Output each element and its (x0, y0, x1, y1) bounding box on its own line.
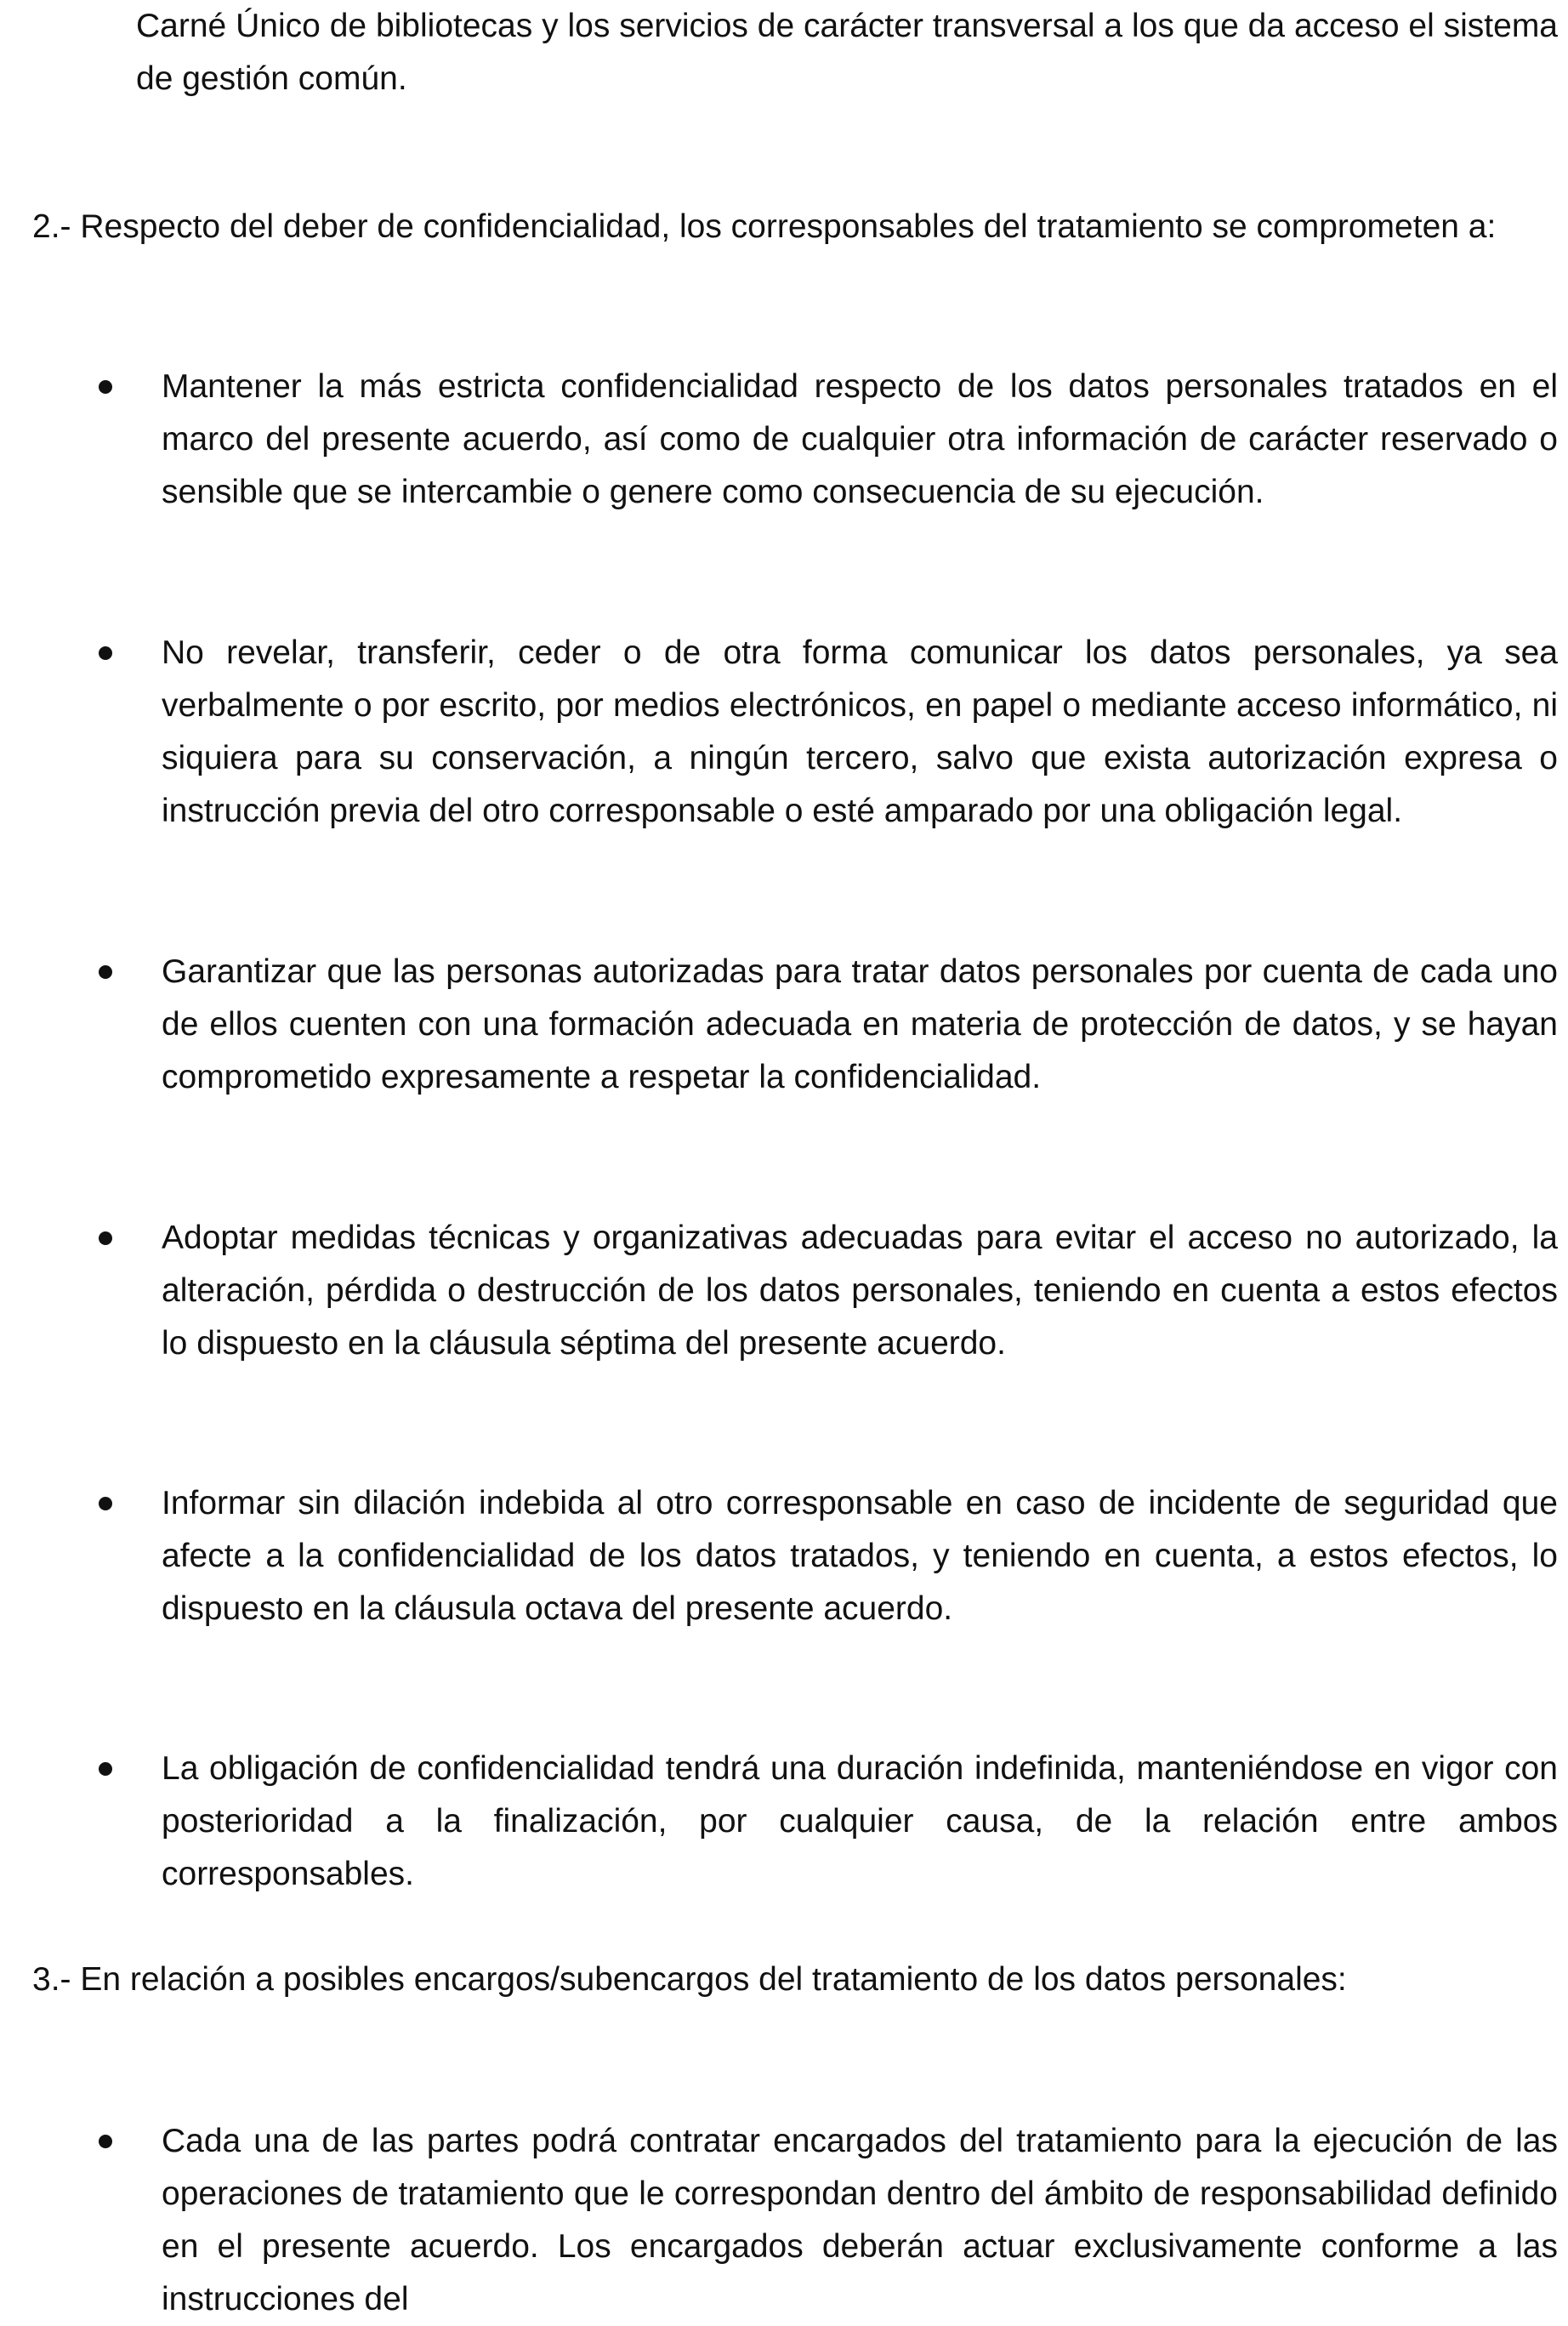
list-item (162, 361, 1558, 519)
list-item (162, 2115, 1558, 2326)
list-item (162, 1212, 1558, 1370)
list-item-text: Cada una de las partes podrá contratar encargados del tratamiento para la ejecución de las operaciones de tratamiento que le correspondan dentro del ámbito de responsabilidad definido en el presente acuerdo. Los encargados deberán actuar exclusivamente conforme a las instrucciones del (162, 2123, 1558, 2317)
section-3-heading: 3.- En relación a posibles encargos/subencargos del tratamiento de los datos personales: (32, 1961, 1347, 1998)
bullet-icon (99, 1497, 112, 1510)
bullet-icon (99, 1762, 112, 1776)
bullet-icon (99, 1231, 112, 1245)
list-item-text: La obligación de confidencialidad tendrá una duración indefinida, manteniéndose en vigor con posterioridad a la finalización, por cualquier causa, de la relación entre ambos corresponsables. (162, 1750, 1558, 1892)
list-item-text: Adoptar medidas técnicas y organizativas adecuadas para evitar el acceso no autorizado, la alteración, pérdida o destrucción de los datos personales, teniendo en cuenta a estos efectos lo dispuesto en la cláusula séptima del presente acuerdo. (162, 1220, 1558, 1362)
list-item (162, 946, 1558, 1104)
bullet-icon (99, 965, 112, 979)
list-item (162, 1477, 1558, 1635)
bullet-icon (99, 646, 112, 660)
list-item-text: Garantizar que las personas autorizadas para tratar datos personales por cuenta de cada uno de ellos cuenten con una formación adecuada en materia de protección de datos, y se hayan comprometido expresamente a respetar la confidencialidad. (162, 953, 1558, 1095)
section-2-heading: 2.- Respecto del deber de confidencialidad, los corresponsables del tratamiento se comprometen a: (32, 208, 1497, 245)
intro-paragraph: Carné Único de bibliotecas y los servicios de carácter transversal a los que da acceso el sistema de gestión común. (136, 8, 1558, 97)
bullet-icon (99, 2135, 112, 2148)
list-item (162, 627, 1558, 838)
list-item-text: No revelar, transferir, ceder o de otra forma comunicar los datos personales, ya sea verbalmente o por escrito, por medios electrónicos, en papel o mediante acceso informático, ni siquiera para su conservación, a ningún tercero, salvo que exista autorización expresa o instrucción previa del otro corresponsable o esté amparado por una obligación legal. (162, 634, 1558, 829)
list-item-text: Informar sin dilación indebida al otro corresponsable en caso de incidente de seguridad que afecte a la confidencialidad de los datos tratados, y teniendo en cuenta, a estos efectos, lo dispuesto en la cláusula octava del presente acuerdo. (162, 1485, 1558, 1627)
bullet-icon (99, 380, 112, 394)
list-item-text: Mantener la más estricta confidencialidad respecto de los datos personales tratados en el marco del presente acuerdo, así como de cualquier otra información de carácter reservado o sensible que se intercambie o genere como consecuencia de su ejecución. (162, 368, 1558, 510)
list-item (162, 1743, 1558, 1901)
